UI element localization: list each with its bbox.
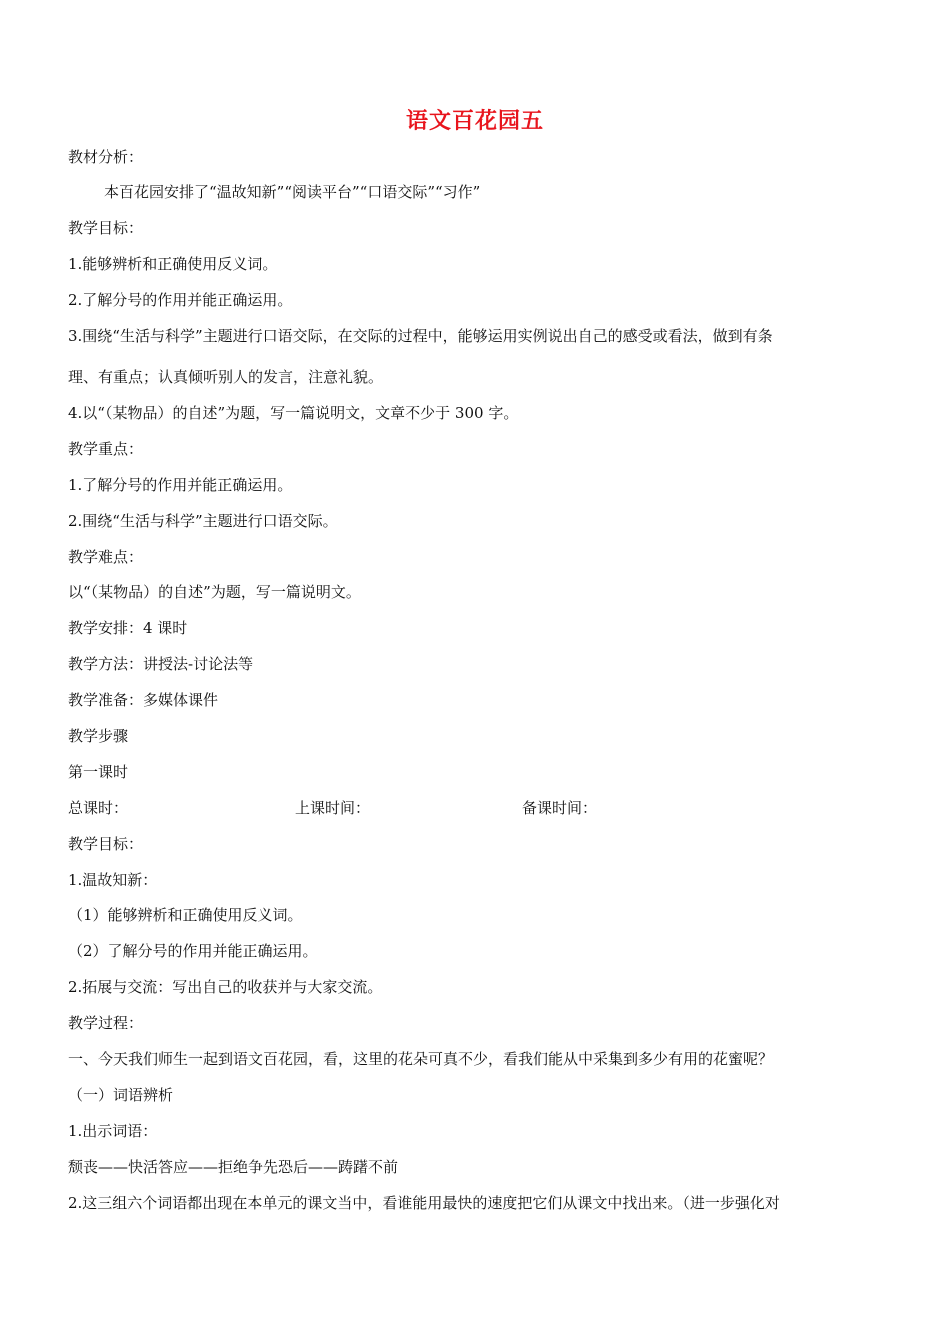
- list-item: 1.温故知新：: [68, 871, 158, 889]
- section-heading-goals: 教学目标：: [68, 219, 144, 237]
- list-item-continuation: 理、有重点；认真倾听别人的发言，注意礼貌。: [68, 368, 384, 386]
- document-title: 语文百花园五: [405, 109, 544, 134]
- word-pairs: 颓丧——快活答应——拒绝争先恐后——踌躇不前: [68, 1158, 399, 1176]
- section-heading-difficulties: 教学难点：: [68, 548, 144, 566]
- section-heading-material-analysis: 教材分析：: [68, 148, 144, 166]
- section-heading-goals: 教学目标：: [68, 835, 144, 853]
- class-time-label: 上课时间：: [295, 799, 371, 817]
- list-item: 1.出示词语：: [68, 1122, 158, 1140]
- list-item: 3.围绕“生活与科学”主题进行口语交际，在交际的过程中，能够运用实例说出自己的感受或看法，做到有条: [68, 327, 773, 345]
- subsection-heading: （一）词语辨析: [68, 1086, 174, 1104]
- section-heading-process: 教学过程：: [68, 1014, 144, 1032]
- section-heading-steps: 教学步骤: [68, 727, 129, 745]
- teaching-preparation: 教学准备：多媒体课件: [68, 691, 219, 709]
- paragraph-line: 以“（某物品）的自述”为题，写一篇说明文。: [68, 583, 361, 601]
- section-heading-key-points: 教学重点：: [68, 440, 144, 458]
- list-item: 1.能够辨析和正确使用反义词。: [68, 255, 278, 273]
- list-item: 2.围绕“生活与科学”主题进行口语交际。: [68, 512, 338, 530]
- list-item: 4.以“（某物品）的自述”为题，写一篇说明文，文章不少于 300 字。: [68, 404, 519, 422]
- list-item: 2.了解分号的作用并能正确运用。: [68, 291, 293, 309]
- lesson-heading: 第一课时: [68, 763, 129, 781]
- prep-time-label: 备课时间：: [522, 799, 598, 817]
- total-hours-label: 总课时：: [68, 799, 129, 817]
- teaching-method: 教学方法：讲授法-讨论法等: [68, 655, 254, 673]
- list-item: 2.这三组六个词语都出现在本单元的课文当中，看谁能用最快的速度把它们从课文中找出来。（进一步强化对: [68, 1194, 780, 1212]
- list-item: （1）能够辨析和正确使用反义词。: [68, 906, 303, 924]
- teaching-schedule: 教学安排：4 课时: [68, 619, 188, 637]
- list-item: 2.拓展与交流：写出自己的收获并与大家交流。: [68, 978, 383, 996]
- paragraph-line: 本百花园安排了“温故知新”“阅读平台”“口语交际”“习作”: [104, 183, 481, 201]
- list-item: 1.了解分号的作用并能正确运用。: [68, 476, 293, 494]
- list-item: （2）了解分号的作用并能正确运用。: [68, 942, 318, 960]
- paragraph-line: 一、今天我们师生一起到语文百花园，看，这里的花朵可真不少，看我们能从中采集到多少有用的花蜜呢？: [68, 1050, 774, 1068]
